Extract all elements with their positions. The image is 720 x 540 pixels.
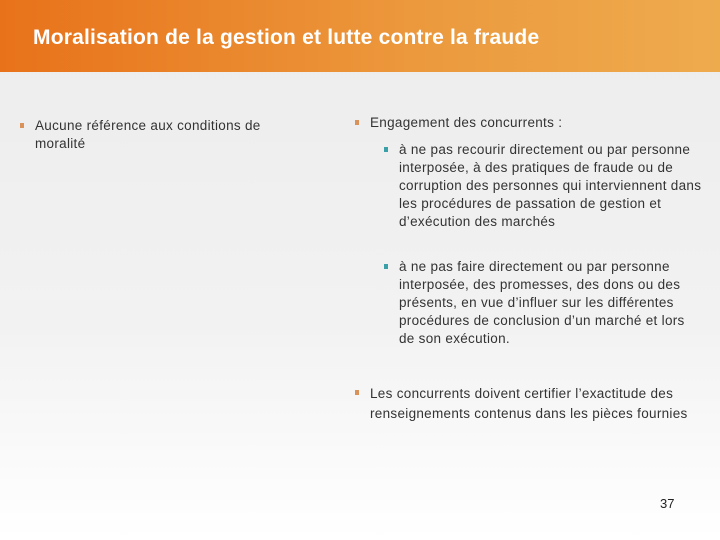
bullet-icon	[355, 390, 359, 395]
bullet-icon	[20, 123, 24, 128]
bullet-engagement: Engagement des concurrents :	[370, 114, 690, 132]
title-bar	[0, 0, 720, 72]
page-number: 37	[660, 496, 675, 511]
slide-title: Moralisation de la gestion et lutte contre la fraude	[33, 26, 540, 49]
bullet-certification: Les concurrents doivent certifier l’exactitude des renseignements contenus dans les pièces fournies	[370, 384, 705, 423]
bullet-icon	[384, 264, 388, 269]
bullet-icon	[355, 120, 359, 125]
sub-bullet-2: à ne pas faire directement ou par personne interposée, des promesses, des dons ou des présents, en vue d’influer sur les différentes procédures de conclusion d’un marché et lors de son exécution.	[399, 258, 704, 348]
bullet-icon	[384, 147, 388, 152]
bullet-left: Aucune référence aux conditions de moralité	[35, 117, 315, 153]
sub-bullet-1: à ne pas recourir directement ou par personne interposée, à des pratiques de fraude ou de corruption des personnes qui interviennent dans les procédures de passation de gestion et d’exécution des marchés	[399, 141, 704, 231]
